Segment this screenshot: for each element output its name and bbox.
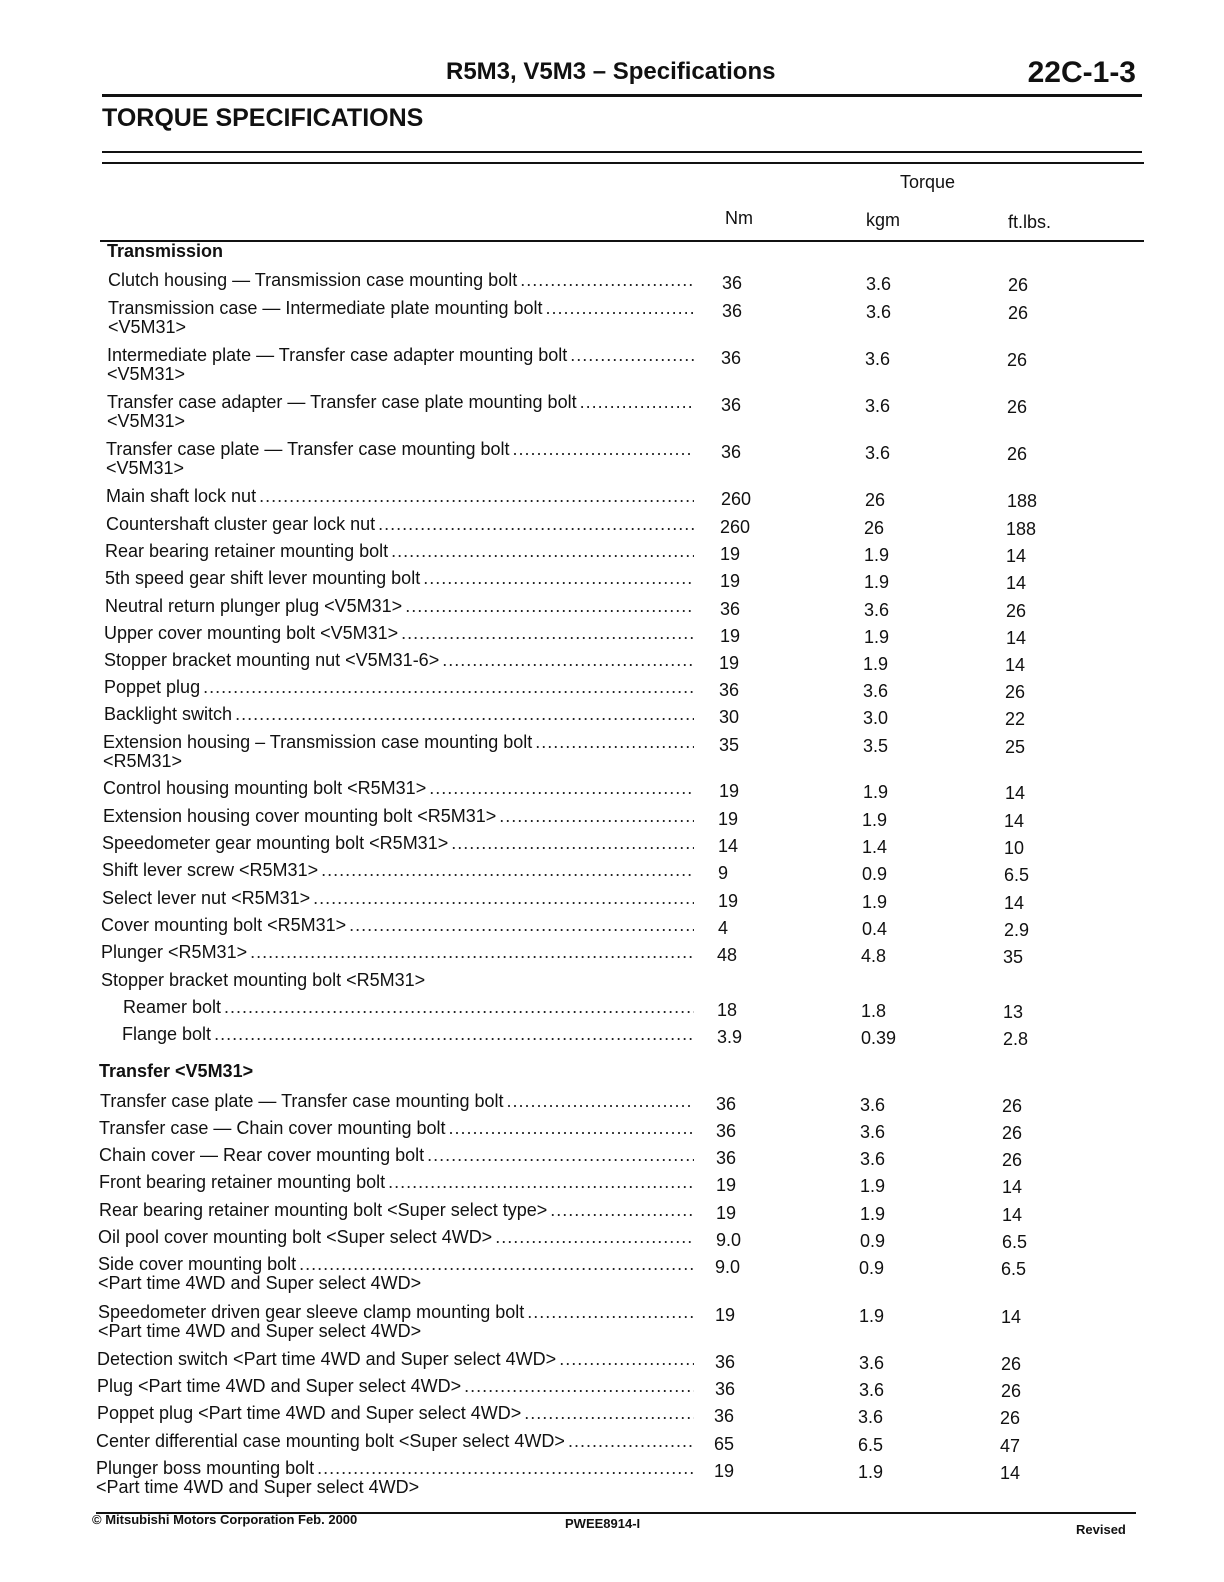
value-kgm: 3.6 (865, 396, 891, 416)
row-description-text: Flange bolt (122, 1024, 212, 1044)
row-description-text: Countershaft cluster gear lock nut (106, 514, 376, 534)
dot-leader (235, 704, 694, 724)
row-description-text: Speedometer driven gear sleeve clamp mounting bolt (98, 1302, 525, 1322)
footer-status: Revised (1076, 1522, 1126, 1537)
row-description-text: Oil pool cover mounting bolt <Super select 4WD> (98, 1227, 493, 1247)
column-header-kgm: kgm (866, 210, 901, 230)
value-nm: 35 (719, 735, 740, 755)
value-nm: 18 (717, 1000, 738, 1020)
value-nm: 36 (714, 1406, 735, 1426)
row-description-text: Transfer case — Chain cover mounting bolt (99, 1118, 446, 1138)
section-title: TORQUE SPECIFICATIONS (102, 104, 424, 132)
value-nm: 36 (721, 395, 742, 415)
row-description (98, 1254, 694, 1274)
row-description-text: Clutch housing — Transmission case mounting bolt (108, 270, 518, 290)
value-nm: 36 (722, 273, 743, 293)
row-description (106, 439, 694, 459)
value-kgm: 1.9 (860, 1204, 886, 1224)
value-kgm: 3.6 (865, 443, 891, 463)
dot-leader (250, 942, 694, 962)
row-description (97, 1376, 694, 1396)
value-nm: 48 (717, 945, 738, 965)
row-description (97, 1349, 694, 1369)
value-ftlbs: 188 (1006, 519, 1037, 539)
row-description-text: Poppet plug (104, 677, 201, 697)
page-number: 22C-1-3 (1027, 56, 1136, 89)
dot-leader (513, 439, 694, 459)
row-description (96, 1431, 694, 1451)
row-description-text: Speedometer gear mounting bolt <R5M31> (102, 833, 449, 853)
row-description-text: Stopper bracket mounting nut <V5M31-6> (104, 650, 440, 670)
footer-copyright: © Mitsubishi Motors Corporation Feb. 2000 (92, 1512, 358, 1527)
value-ftlbs: 26 (1001, 1354, 1022, 1374)
value-nm: 19 (720, 544, 741, 564)
value-ftlbs: 26 (1002, 1096, 1023, 1116)
row-description-text: Chain cover — Rear cover mounting bolt (99, 1145, 425, 1165)
row-description-text: Extension housing – Transmission case mounting bolt (103, 732, 533, 752)
dot-leader (568, 1431, 694, 1451)
dot-leader (391, 541, 694, 561)
dot-leader (427, 1145, 694, 1165)
value-kgm: 1.9 (864, 572, 890, 592)
value-ftlbs: 14 (1006, 573, 1027, 593)
row-description-qualifier: <Part time 4WD and Super select 4WD> (96, 1477, 420, 1497)
row-description (104, 623, 694, 643)
value-nm: 3.9 (717, 1027, 743, 1047)
dot-leader (495, 1227, 694, 1247)
dot-leader (388, 1172, 694, 1192)
row-description (103, 778, 694, 798)
dot-leader (570, 345, 694, 365)
row-description (104, 677, 694, 697)
value-ftlbs: 47 (1000, 1436, 1021, 1456)
row-description-text: Intermediate plate — Transfer case adapter mounting bolt (107, 345, 568, 365)
value-kgm: 3.6 (859, 1353, 885, 1373)
row-description-text: Main shaft lock nut (106, 486, 257, 506)
value-ftlbs: 13 (1003, 1002, 1024, 1022)
value-nm: 19 (718, 891, 739, 911)
row-description (107, 345, 694, 365)
dot-leader (451, 833, 694, 853)
row-description-text: Rear bearing retainer mounting bolt <Super select type> (99, 1200, 548, 1220)
row-description-qualifier: <Part time 4WD and Super select 4WD> (98, 1321, 422, 1341)
value-nm: 30 (719, 707, 740, 727)
value-kgm: 0.9 (860, 1231, 886, 1251)
column-group-torque: Torque (900, 172, 956, 192)
value-kgm: 1.9 (862, 810, 888, 830)
row-description-text: Backlight switch (104, 704, 233, 724)
dot-leader (520, 270, 694, 290)
row-description (100, 1091, 694, 1111)
row-description-text: Rear bearing retainer mounting bolt (105, 541, 389, 561)
section-rule (102, 151, 1142, 153)
value-ftlbs: 26 (1008, 275, 1029, 295)
row-description-text: Control housing mounting bolt <R5M31> (103, 778, 427, 798)
row-description (123, 997, 694, 1017)
row-description-text: Transmission case — Intermediate plate mounting bolt (108, 298, 543, 318)
row-description (101, 915, 694, 935)
value-ftlbs: 14 (1005, 655, 1026, 675)
dot-leader (464, 1376, 694, 1396)
value-nm: 19 (716, 1175, 737, 1195)
dot-leader (423, 568, 694, 588)
value-ftlbs: 26 (1005, 682, 1026, 702)
dot-leader (449, 1118, 695, 1138)
value-nm: 260 (721, 489, 752, 509)
row-description-text: Plug <Part time 4WD and Super select 4WD> (97, 1376, 462, 1396)
footer-doc-code: PWEE8914-I (565, 1516, 641, 1531)
dot-leader (442, 650, 694, 670)
value-ftlbs: 14 (1000, 1463, 1021, 1483)
row-description (102, 833, 694, 853)
value-nm: 9.0 (716, 1230, 742, 1250)
value-kgm: 1.9 (864, 545, 890, 565)
value-ftlbs: 14 (1004, 811, 1025, 831)
value-nm: 65 (714, 1434, 735, 1454)
row-description-qualifier: <Part time 4WD and Super select 4WD> (98, 1273, 422, 1293)
row-description-text: Stopper bracket mounting bolt <R5M31> (101, 970, 426, 990)
value-kgm: 1.9 (858, 1462, 884, 1482)
dot-leader (507, 1091, 694, 1111)
value-kgm: 0.4 (862, 919, 888, 939)
row-description-qualifier: <V5M31> (106, 458, 185, 478)
value-kgm: 1.4 (862, 837, 888, 857)
dot-leader (299, 1254, 694, 1274)
row-description (102, 860, 694, 880)
value-ftlbs: 2.9 (1004, 920, 1030, 940)
dot-leader (259, 486, 694, 506)
value-nm: 19 (714, 1461, 735, 1481)
row-description (105, 568, 694, 588)
value-kgm: 1.8 (861, 1001, 887, 1021)
value-nm: 4 (718, 918, 729, 938)
value-ftlbs: 26 (1007, 350, 1028, 370)
value-kgm: 1.9 (864, 627, 890, 647)
row-description-qualifier: <V5M31> (107, 364, 186, 384)
value-nm: 36 (716, 1148, 737, 1168)
value-ftlbs: 14 (1005, 783, 1026, 803)
row-description (106, 486, 694, 506)
value-kgm: 3.6 (866, 302, 892, 322)
dot-leader (214, 1024, 694, 1044)
value-ftlbs: 14 (1006, 546, 1027, 566)
value-ftlbs: 26 (1002, 1150, 1023, 1170)
value-ftlbs: 2.8 (1003, 1029, 1029, 1049)
value-kgm: 3.6 (864, 600, 890, 620)
row-description (99, 1172, 694, 1192)
value-nm: 14 (718, 836, 739, 856)
value-ftlbs: 188 (1007, 491, 1038, 511)
value-kgm: 1.9 (863, 654, 889, 674)
value-kgm: 4.8 (861, 946, 887, 966)
value-ftlbs: 14 (1004, 893, 1025, 913)
value-kgm: 1.9 (859, 1306, 885, 1326)
row-description (101, 942, 694, 962)
row-description (104, 650, 694, 670)
row-description (105, 596, 694, 616)
row-description-text: Extension housing cover mounting bolt <R5M31> (103, 806, 497, 826)
value-kgm: 3.6 (863, 681, 889, 701)
value-nm: 36 (715, 1352, 736, 1372)
row-description-text: 5th speed gear shift lever mounting bolt (105, 568, 421, 588)
row-description (108, 298, 694, 318)
row-description (104, 704, 694, 724)
value-ftlbs: 35 (1003, 947, 1024, 967)
row-description-text: Select lever nut <R5M31> (102, 888, 311, 908)
value-nm: 19 (718, 809, 739, 829)
row-description-text: Upper cover mounting bolt <V5M31> (104, 623, 399, 643)
group-heading: Transmission (107, 241, 224, 261)
row-description (99, 1118, 694, 1138)
row-description-text: Side cover mounting bolt (98, 1254, 297, 1274)
value-ftlbs: 14 (1001, 1307, 1022, 1327)
header-rule (102, 94, 1142, 97)
row-description-text: Transfer case plate — Transfer case mounting bolt (100, 1091, 504, 1111)
value-nm: 260 (720, 517, 751, 537)
value-ftlbs: 26 (1008, 303, 1029, 323)
dot-leader (317, 1458, 694, 1478)
value-ftlbs: 25 (1005, 737, 1026, 757)
table-header-rule (100, 240, 1144, 242)
dot-leader (224, 997, 694, 1017)
row-description (98, 1227, 694, 1247)
value-kgm: 1.9 (862, 892, 888, 912)
value-nm: 19 (715, 1305, 736, 1325)
dot-leader (559, 1349, 694, 1369)
value-kgm: 3.6 (860, 1095, 886, 1115)
value-nm: 36 (721, 348, 742, 368)
value-ftlbs: 14 (1002, 1205, 1023, 1225)
dot-leader (580, 392, 694, 412)
dot-leader (524, 1403, 694, 1423)
value-ftlbs: 22 (1005, 709, 1026, 729)
row-description-text: Detection switch <Part time 4WD and Super select 4WD> (97, 1349, 557, 1369)
row-description-text: Center differential case mounting bolt <Super select 4WD> (96, 1431, 565, 1451)
group-heading: Transfer <V5M31> (99, 1061, 254, 1081)
value-nm: 9.0 (715, 1257, 741, 1277)
dot-leader (321, 860, 694, 880)
row-description-text: Transfer case adapter — Transfer case plate mounting bolt (107, 392, 577, 412)
value-kgm: 0.9 (862, 864, 888, 884)
row-description-text: Plunger <R5M31> (101, 942, 248, 962)
dot-leader (401, 623, 694, 643)
value-ftlbs: 6.5 (1004, 865, 1030, 885)
value-kgm: 1.9 (863, 782, 889, 802)
row-description (108, 270, 694, 290)
row-description-qualifier: <V5M31> (108, 317, 187, 337)
row-description-text: Reamer bolt (123, 997, 222, 1017)
value-ftlbs: 26 (1001, 1381, 1022, 1401)
dot-leader (313, 888, 694, 908)
value-kgm: 3.0 (863, 708, 889, 728)
value-nm: 36 (722, 301, 743, 321)
value-ftlbs: 26 (1006, 601, 1027, 621)
row-description-text: Poppet plug <Part time 4WD and Super select 4WD> (97, 1403, 522, 1423)
row-description-text: Transfer case plate — Transfer case mounting bolt (106, 439, 510, 459)
row-description (99, 1200, 694, 1220)
value-nm: 19 (719, 653, 740, 673)
row-description-text: Neutral return plunger plug <V5M31> (105, 596, 403, 616)
value-kgm: 1.9 (860, 1176, 886, 1196)
value-nm: 36 (716, 1094, 737, 1114)
value-ftlbs: 10 (1004, 838, 1025, 858)
value-kgm: 26 (865, 490, 886, 510)
row-description (101, 970, 694, 990)
row-description-text: Shift lever screw <R5M31> (102, 860, 319, 880)
value-ftlbs: 6.5 (1001, 1259, 1027, 1279)
dot-leader (535, 732, 694, 752)
value-ftlbs: 26 (1000, 1408, 1021, 1428)
dot-leader (550, 1200, 694, 1220)
row-description (106, 514, 694, 534)
row-description (102, 888, 694, 908)
column-header-ftlbs: ft.lbs. (1008, 212, 1052, 232)
dot-leader (499, 806, 694, 826)
row-description (103, 806, 694, 826)
row-description-qualifier: <R5M31> (103, 751, 183, 771)
row-description-qualifier: <V5M31> (107, 411, 186, 431)
row-description-text: Front bearing retainer mounting bolt (99, 1172, 386, 1192)
value-kgm: 3.5 (863, 736, 889, 756)
value-ftlbs: 14 (1006, 628, 1027, 648)
dot-leader (546, 298, 694, 318)
table-top-rule (102, 162, 1144, 164)
value-kgm: 3.6 (865, 349, 891, 369)
row-description-text: Cover mounting bolt <R5M31> (101, 915, 347, 935)
value-kgm: 3.6 (860, 1122, 886, 1142)
value-kgm: 3.6 (859, 1380, 885, 1400)
row-description (105, 541, 694, 561)
value-ftlbs: 6.5 (1002, 1232, 1028, 1252)
dot-leader (203, 677, 694, 697)
dot-leader (378, 514, 694, 534)
row-description (97, 1403, 694, 1423)
value-nm: 19 (720, 571, 741, 591)
value-nm: 19 (720, 626, 741, 646)
value-kgm: 0.9 (859, 1258, 885, 1278)
value-ftlbs: 14 (1002, 1177, 1023, 1197)
dot-leader (349, 915, 694, 935)
row-description (98, 1302, 694, 1322)
row-description (107, 392, 694, 412)
dot-leader (405, 596, 694, 616)
value-nm: 19 (716, 1203, 737, 1223)
value-ftlbs: 26 (1007, 444, 1028, 464)
value-ftlbs: 26 (1007, 397, 1028, 417)
dot-leader (429, 778, 694, 798)
value-kgm: 26 (864, 518, 885, 538)
row-description (96, 1458, 694, 1478)
value-kgm: 3.6 (860, 1149, 886, 1169)
value-nm: 36 (719, 680, 740, 700)
value-kgm: 6.5 (858, 1435, 884, 1455)
row-description-text: Plunger boss mounting bolt (96, 1458, 315, 1478)
value-nm: 36 (716, 1121, 737, 1141)
value-nm: 36 (715, 1379, 736, 1399)
value-kgm: 0.39 (861, 1028, 897, 1048)
value-ftlbs: 26 (1002, 1123, 1023, 1143)
value-nm: 36 (720, 599, 741, 619)
row-description (122, 1024, 694, 1044)
dot-leader (527, 1302, 694, 1322)
value-nm: 19 (719, 781, 740, 801)
row-description (99, 1145, 694, 1165)
value-kgm: 3.6 (866, 274, 892, 294)
column-header-nm: Nm (725, 208, 753, 228)
value-kgm: 3.6 (858, 1407, 884, 1427)
row-description (103, 732, 694, 752)
value-nm: 9 (718, 863, 729, 883)
page-header-title: R5M3, V5M3 – Specifications (446, 58, 776, 85)
value-nm: 36 (721, 442, 742, 462)
